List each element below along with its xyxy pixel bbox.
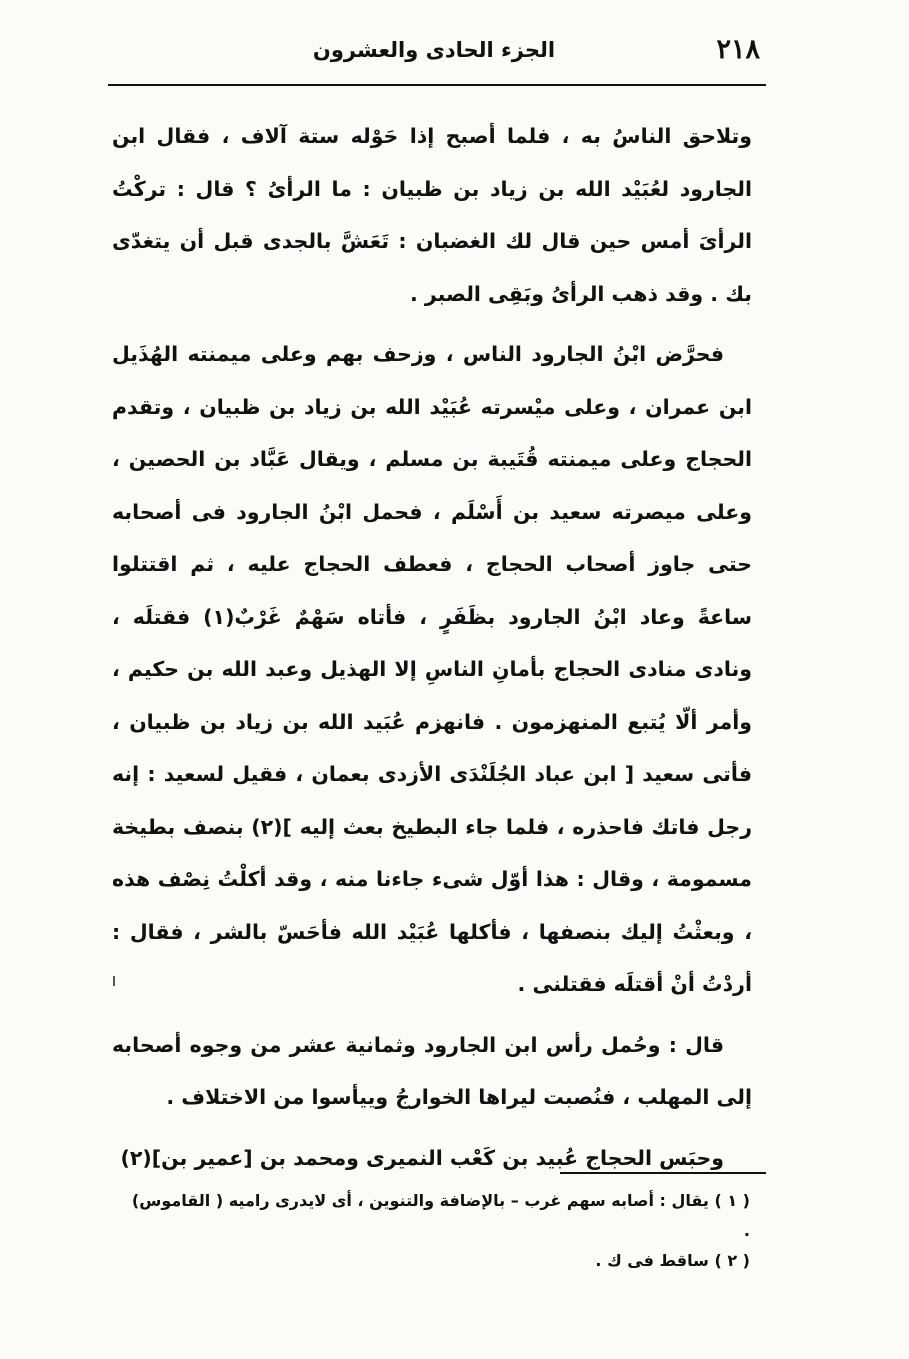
page-header bbox=[104, 30, 764, 78]
header-rule bbox=[108, 84, 766, 86]
paragraph-4: وحبَس الحجاج عُبيد بن كَعْب النميرى ومحمد بن [عمير بن](٢) bbox=[120, 1145, 724, 1170]
page-number: ٢١٨ bbox=[716, 34, 760, 65]
body-text bbox=[112, 110, 752, 1184]
footnote-rule bbox=[560, 1172, 766, 1174]
footnote-2: ( ٢ ) ساقط فى ك . bbox=[595, 1251, 750, 1270]
footnote-1: ( ١ ) يقال : أصابه سهم غرب – بالإضافة والتنوين ، أى لايدرى راميه ( القاموس) . bbox=[131, 1191, 750, 1240]
running-title: الجزء الحادى والعشرون bbox=[312, 38, 556, 62]
margin-mark bbox=[113, 976, 115, 986]
paragraph-2: فحرَّض ابْنُ الجارود الناس ، وزحف بهم وعلى ميمنته الهُذَيل ابن عمران ، وعلى ميْسرته عُبَيْد الله بن زياد بن ظبيان ، وتقدم الحجاج وعلى ميمنته قُتَيبة بن مسلم ، ويقال عَبَّاد بن الحصين ، وعلى ميصرته سعيد بن أَسْلَم ، فحمل ابْنُ الجارود فى أصحابه حتى جاوز أصحاب الحجاج ، فعطف الحجاج عليه ، ثم اقتتلوا ساعةً وعاد ابْنُ الجارود بظَفَرٍ ، فأتاه سَهْمٌ غَرْبٌ(١) فقتلَه ، ونادى منادى الحجاج بأمانِ الناسِ إلا الهذيل وعبد الله بن حكيم ، وأمر ألّا يُتبع المنهزمون . فانهزم عُبَيد الله بن زياد بن ظبيان ، فأتى سعيد [ ابن عباد الجُلَنْدَى الأزدى بعمان ، فقيل لسعيد : إنه رجل فاتك فاحذره ، فلما جاء البطيخ بعث إليه ](٢) بنصف بطيخة مسمومة ، وقال : هذا أوّل شىء جاءنا منه ، وقد أكلْتُ نِصْف هذه ، وبعثْتُ إليك بنصفها ، فأكلها عُبَيْد الله فأحَسّ بالشر ، فقال : أردْتُ أنْ أقتلَه فقتلنى . bbox=[112, 342, 752, 996]
paragraph-1: وتلاحق الناسُ به ، فلما أصبح إذا حَوْله ستة آلاف ، فقال ابن الجارود لعُبَيْد الله بن زياد بن ظبيان : ما الرأىُ ؟ قال : تركْتُ الرأىَ أمس حين قال لك الغضبان : تَعَشَّ بالجدى قبل أن يتغدّى بك . وقد ذهب الرأىُ وبَقِى الصبر . bbox=[112, 124, 752, 306]
footnotes bbox=[128, 1186, 750, 1276]
paragraph-3: قال : وحُمل رأس ابن الجارود وثمانية عشر من وجوه أصحابه إلى المهلب ، فنُصبت ليراها الخوارجُ وييأسوا من الاختلاف . bbox=[112, 1032, 752, 1109]
